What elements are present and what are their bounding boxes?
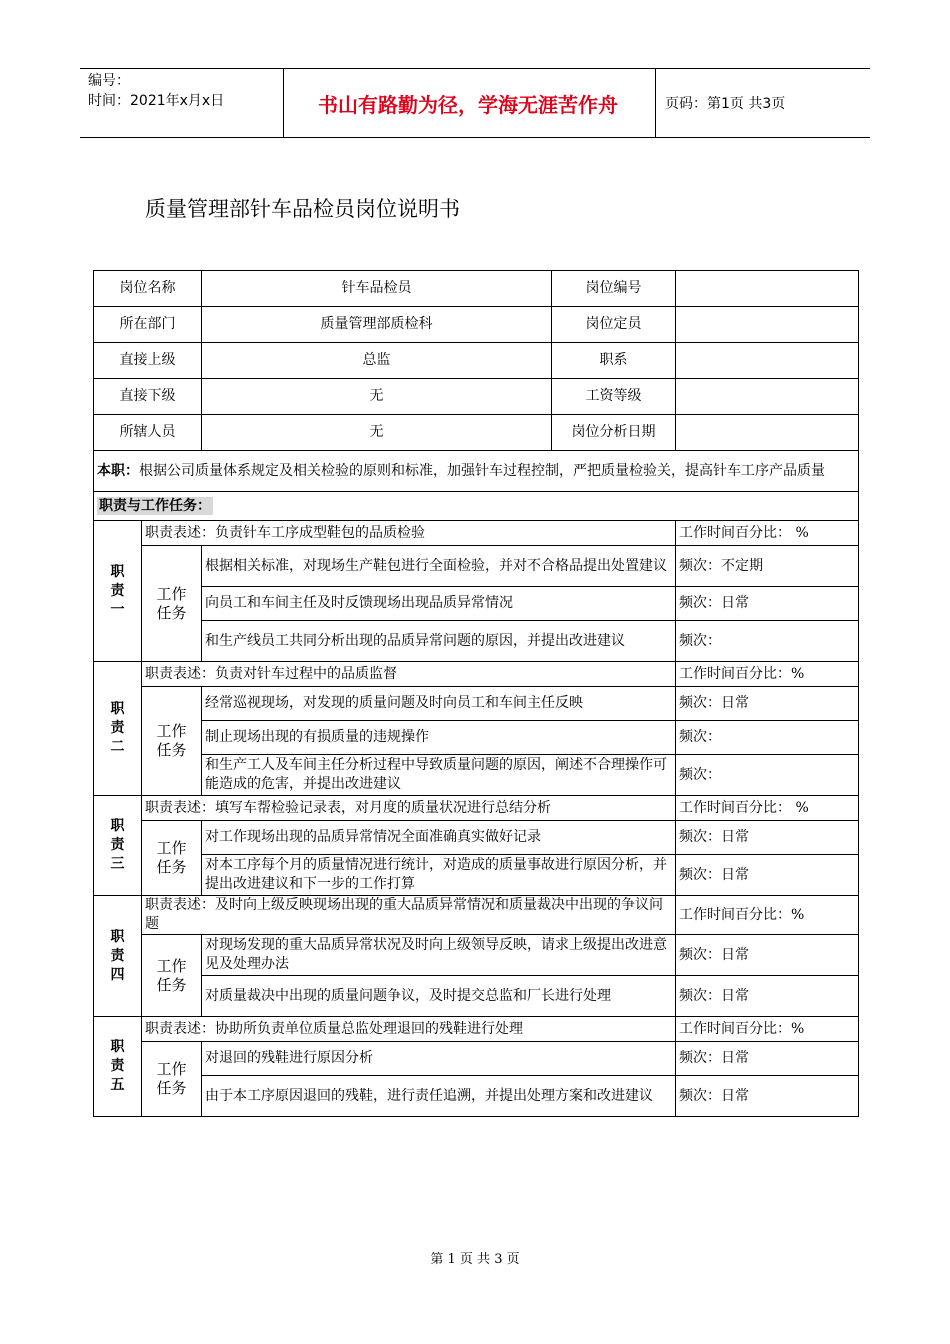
task-label: 工作 任务: [142, 546, 202, 662]
header-divider: [655, 69, 656, 137]
info-key: 所辖人员: [94, 415, 202, 451]
duty-time-percent: 工作时间百分比： %: [676, 796, 859, 821]
header-motto: 书山有路勤为径，学海无涯苦作舟: [318, 92, 618, 117]
task-text: 对本工序每个月的质量情况进行统计，对造成的质量事故进行原因分析，并提出改进建议和下一步的工作打算: [202, 855, 676, 896]
duty-desc-row: [94, 796, 859, 821]
info-row: [94, 271, 859, 307]
task-row: [94, 935, 859, 976]
info-key: 职系: [552, 343, 676, 379]
info-value: [676, 415, 859, 451]
task-frequency: 频次：日常: [676, 821, 859, 855]
duty-description: 职责表述：协助所负责单位质量总监处理退回的残鞋进行处理: [142, 1017, 676, 1042]
document-title: 质量管理部针车品检员岗位说明书: [145, 197, 460, 221]
info-row: [94, 343, 859, 379]
task-frequency: 频次：日常: [676, 1042, 859, 1076]
duty-desc-row: [94, 662, 859, 687]
task-row: [94, 755, 859, 796]
duty-time-percent: 工作时间百分比： %: [676, 521, 859, 546]
task-label: 工作 任务: [142, 1042, 202, 1117]
task-row: [94, 587, 859, 621]
serial-label: 编号：: [88, 73, 130, 89]
info-key: 直接上级: [94, 343, 202, 379]
info-value: [676, 379, 859, 415]
task-row: [94, 855, 859, 896]
task-frequency: 频次：日常: [676, 587, 859, 621]
task-row: [94, 546, 859, 587]
task-row: [94, 976, 859, 1017]
duty-description: 职责表述：负责对针车过程中的品质监督: [142, 662, 676, 687]
task-row: [94, 687, 859, 721]
task-text: 对退回的残鞋进行原因分析: [202, 1042, 676, 1076]
info-row: [94, 415, 859, 451]
info-key: 岗位分析日期: [552, 415, 676, 451]
info-key: 直接下级: [94, 379, 202, 415]
duty-label: 职 责 二: [94, 662, 142, 796]
info-value: [676, 271, 859, 307]
info-row: [94, 307, 859, 343]
task-label: 工作 任务: [142, 935, 202, 1017]
duty-time-percent: 工作时间百分比：%: [676, 1017, 859, 1042]
page-footer: 第 1 页 共 3 页: [430, 1252, 520, 1267]
task-frequency: 频次：日常: [676, 855, 859, 896]
time-label: 时间：2021年x月x日: [88, 93, 225, 109]
duty-label: 职 责 一: [94, 521, 142, 662]
task-text: 和生产工人及车间主任分析过程中导致质量问题的原因，阐述不合理操作可能造成的危害，并提出改进建议: [202, 755, 676, 796]
task-row: [94, 821, 859, 855]
task-row: [94, 621, 859, 662]
duty-time-percent: 工作时间百分比：%: [676, 662, 859, 687]
task-text: 由于本工序原因退回的残鞋，进行责任追溯，并提出处理方案和改进建议: [202, 1076, 676, 1117]
task-frequency: 频次：不定期: [676, 546, 859, 587]
main-duty-text: 根据公司质量体系规定及相关检验的原则和标准，加强针车过程控制，严把质量检验关，提高针车工序产品质量: [139, 462, 825, 479]
info-key: 岗位名称: [94, 271, 202, 307]
job-description-table: [93, 270, 859, 1117]
info-key: 所在部门: [94, 307, 202, 343]
task-frequency: 频次：日常: [676, 976, 859, 1017]
duties-header-row: [94, 492, 859, 521]
info-value: [676, 307, 859, 343]
info-value: 总监: [202, 343, 552, 379]
main-duty: [94, 451, 859, 492]
task-row: [94, 1042, 859, 1076]
info-value: 无: [202, 379, 552, 415]
main-duty-row: [94, 451, 859, 492]
task-frequency: 频次：日常: [676, 687, 859, 721]
header-page-info: 页码：第1页 共3页: [665, 96, 786, 112]
task-text: 对工作现场出现的品质异常情况全面准确真实做好记录: [202, 821, 676, 855]
task-row: [94, 721, 859, 755]
duty-time-percent: 工作时间百分比：%: [676, 896, 859, 935]
info-key: 岗位定员: [552, 307, 676, 343]
task-text: 根据相关标准，对现场生产鞋包进行全面检验，并对不合格品提出处置建议: [202, 546, 676, 587]
task-text: 对现场发现的重大品质异常状况及时向上级领导反映，请求上级提出改进意见及处理办法: [202, 935, 676, 976]
task-text: 对质量裁决中出现的质量问题争议，及时提交总监和厂长进行处理: [202, 976, 676, 1017]
task-frequency: 频次：: [676, 621, 859, 662]
duties-header: [94, 492, 859, 521]
task-text: 和生产线员工共同分析出现的品质异常问题的原因，并提出改进建议: [202, 621, 676, 662]
task-frequency: 频次：: [676, 755, 859, 796]
duty-label: 职 责 四: [94, 896, 142, 1017]
duty-description: 职责表述：及时向上级反映现场出现的重大品质异常情况和质量裁决中出现的争议问题: [142, 896, 676, 935]
task-frequency: 频次：日常: [676, 935, 859, 976]
info-key: 岗位编号: [552, 271, 676, 307]
duty-desc-row: [94, 1017, 859, 1042]
duty-desc-row: [94, 896, 859, 935]
duty-label: 职 责 五: [94, 1017, 142, 1117]
task-row: [94, 1076, 859, 1117]
info-value: 无: [202, 415, 552, 451]
main-duty-label: 本职：: [97, 462, 139, 479]
page-header: [80, 68, 870, 138]
task-text: 制止现场出现的有损质量的违规操作: [202, 721, 676, 755]
info-value: 针车品检员: [202, 271, 552, 307]
info-value: [676, 343, 859, 379]
info-key: 工资等级: [552, 379, 676, 415]
info-value: 质量管理部质检科: [202, 307, 552, 343]
task-frequency: 频次：: [676, 721, 859, 755]
duty-description: 职责表述：负责针车工序成型鞋包的品质检验: [142, 521, 676, 546]
task-text: 向员工和车间主任及时反馈现场出现品质异常情况: [202, 587, 676, 621]
duty-description: 职责表述：填写车帮检验记录表，对月度的质量状况进行总结分析: [142, 796, 676, 821]
task-label: 工作 任务: [142, 821, 202, 896]
info-row: [94, 379, 859, 415]
duties-header-label: 职责与工作任务：: [99, 497, 211, 514]
header-meta: [88, 71, 224, 111]
task-label: 工作 任务: [142, 687, 202, 796]
task-text: 经常巡视现场，对发现的质量问题及时向员工和车间主任反映: [202, 687, 676, 721]
duty-label: 职 责 三: [94, 796, 142, 896]
duty-desc-row: [94, 521, 859, 546]
task-frequency: 频次：日常: [676, 1076, 859, 1117]
